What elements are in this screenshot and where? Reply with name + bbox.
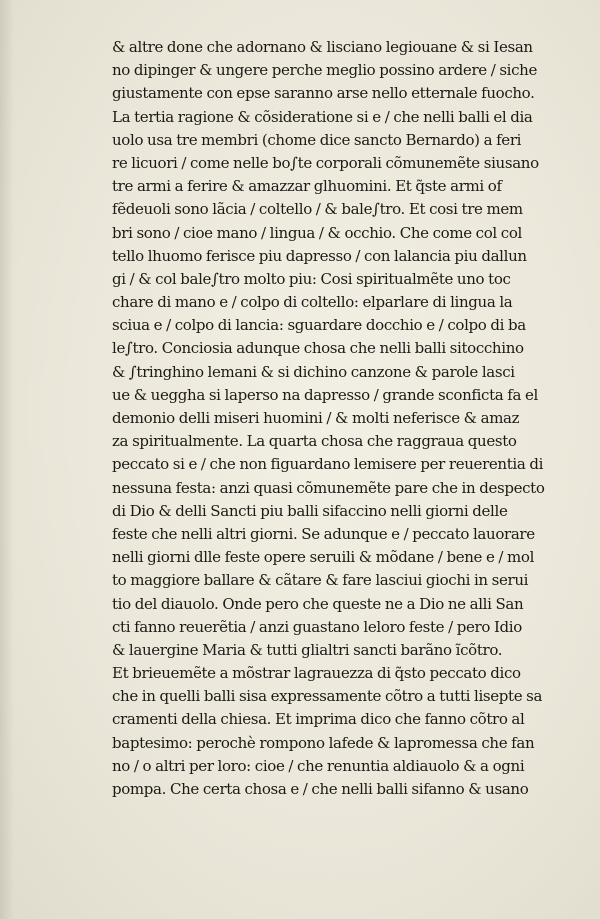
text-line: peccato si e / che non figuardano lemisere per reuerentia di [112, 455, 544, 474]
text-line: La tertia ragione & cõsideratione si e / che nelli balli el dia [112, 107, 533, 126]
text-line: feste che nelli altri giorni. Se adunque e / peccato lauorare [112, 524, 535, 543]
text-line: nelli giorni dlle feste opere seruili & mõdane / bene e / mol [112, 548, 535, 567]
text-line: & altre done che adornano & lisciano legiouane & si Iesan [112, 38, 533, 56]
text-line: che in quelli balli sisa expressamente cõtro a tutti lisepte sa [112, 687, 543, 706]
text-line: baptesimo: perochè rompono lafede & lapromessa che fan [112, 733, 535, 752]
text-line: le∫tro. Conciosia adunque chosa che nelli balli sitocchino [112, 339, 524, 358]
text-line: no / o altri per loro: cioe / che renuntia aldiauolo & a ogni [112, 756, 525, 775]
text-line: za spiritualmente. La quarta chosa che raggraua questo [112, 432, 517, 451]
text-line: cramenti della chiesa. Et imprima dico che fanno cõtro al [112, 710, 525, 729]
text-line: sciua e / colpo di lancia: sguardare docchio e / colpo di ba [112, 316, 526, 335]
text-line: & ∫tringhino lemani & si dichino canzone & parole lasci [112, 362, 515, 381]
text-line: no dipinger & ungere perche meglio possino ardere / siche [112, 61, 538, 80]
text-line: & lauergine Maria & tutti glialtri sancti barãno ĩcõtro. [112, 640, 503, 659]
text-line: nessuna festa: anzi quasi cõmunemẽte pare che in despecto [112, 478, 545, 497]
text-line: giustamente con epse saranno arse nello etternale fuocho. [112, 84, 535, 103]
text-line: chare di mano e / colpo di coltello: elparlare di lingua la [112, 293, 513, 312]
page-edge-shadow [0, 0, 14, 919]
text-line: tre armi a ferire & amazzar glhuomini. Et q̃ste armi of [112, 177, 502, 196]
text-line: fẽdeuoli sono lãcia / coltello / & bale∫tro. Et cosi tre mem [112, 200, 523, 219]
text-line: gi / & col bale∫tro molto piu: Cosi spiritualmẽte uno toc [112, 269, 511, 288]
text-line: demonio delli miseri huomini / & molti neferisce & amaz [112, 409, 520, 427]
text-line: pompa. Che certa chosa e / che nelli balli sifanno & usano [112, 780, 529, 798]
text-line: uolo usa tre membri (chome dice sancto Bernardo) a feri [112, 130, 522, 149]
text-line: bri sono / cioe mano / lingua / & occhio. Che come col col [112, 223, 522, 242]
text-line: tello lhuomo ferisce piu dapresso / con lalancia piu dallun [112, 246, 527, 265]
text-line: to maggiore ballare & cãtare & fare lasciui giochi in serui [112, 571, 529, 590]
text-line: di Dio & delli Sancti piu balli sifaccino nelli giorni delle [112, 501, 508, 520]
text-line: ue & ueggha si laperso na dapresso / grande sconficta fa el [112, 385, 538, 404]
text-line: Et brieuemẽte a mõstrar lagrauezza di q̃sto peccato dico [112, 664, 521, 683]
text-line: re licuori / come nelle bo∫te corporali cõmunemẽte siusano [112, 153, 539, 172]
text-line: tio del diauolo. Onde pero che queste ne a Dio ne alli San [112, 594, 524, 613]
text-block [112, 36, 552, 801]
text-line: cti fanno reuerẽtia / anzi guastano leloro feste / pero Idio [112, 617, 522, 636]
